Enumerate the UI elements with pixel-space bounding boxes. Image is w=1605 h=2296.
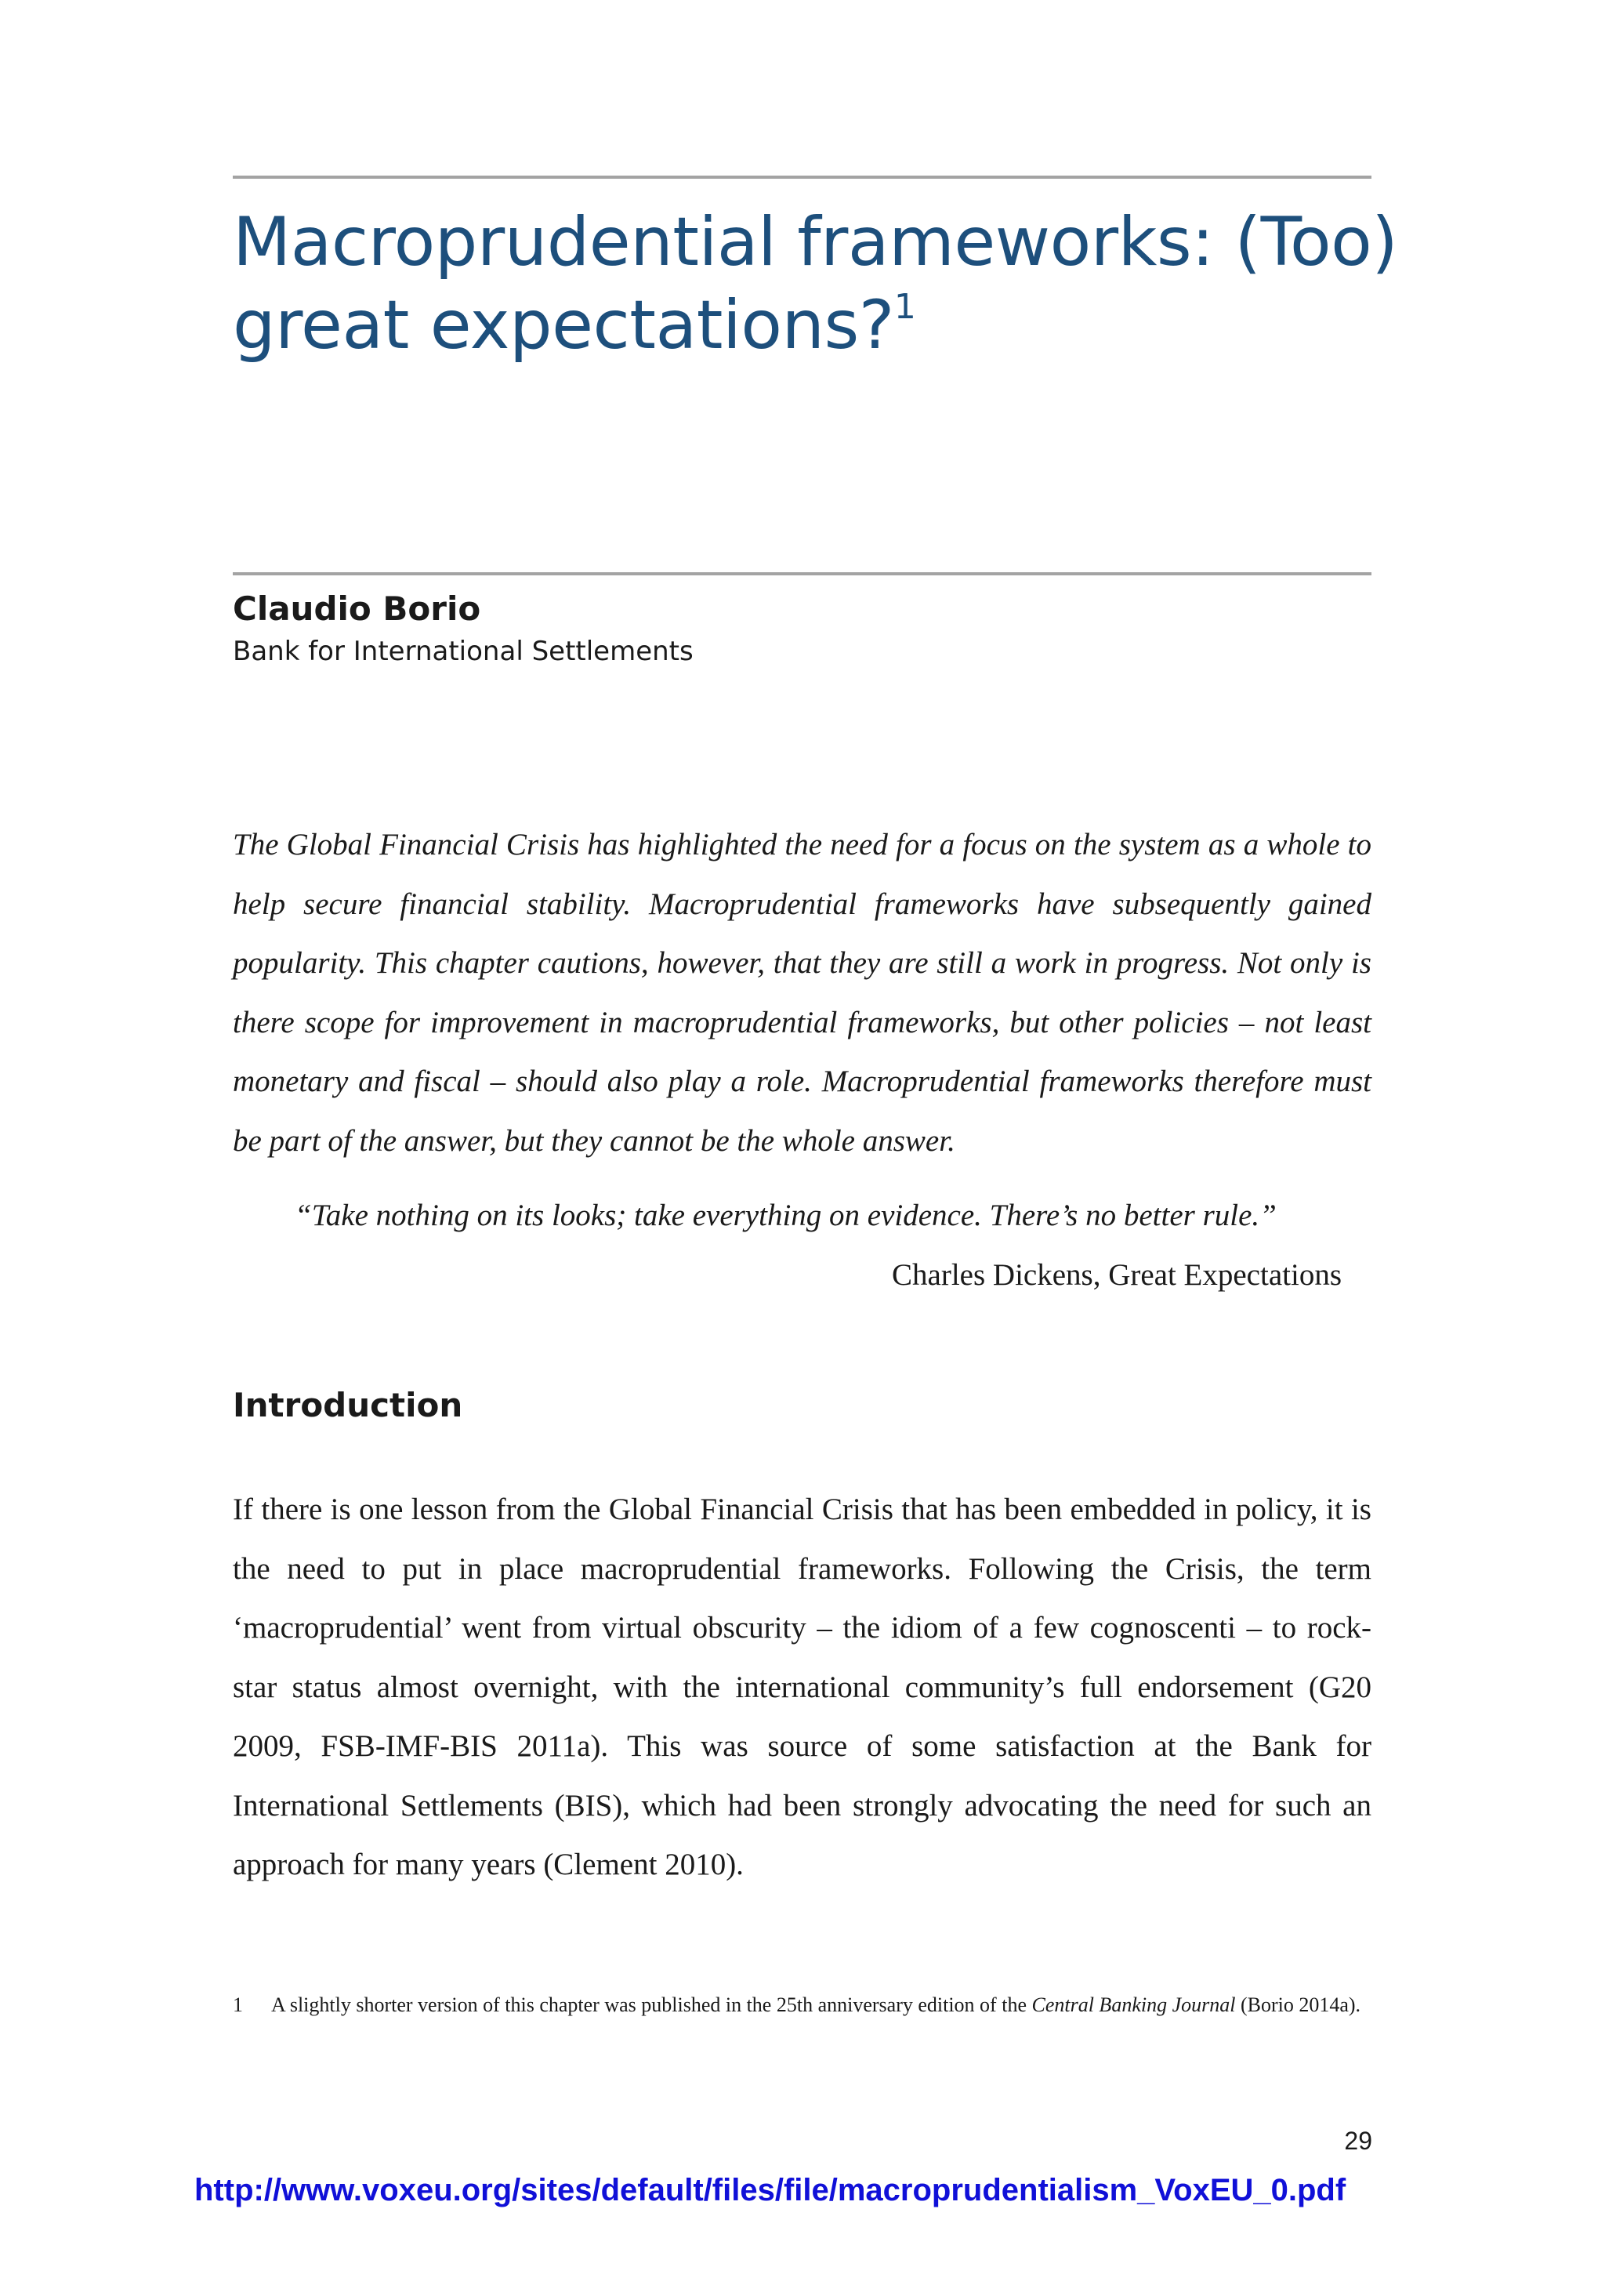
page-title — [233, 201, 1408, 367]
epigraph-source: Charles Dickens, Great Expectations — [892, 1258, 1342, 1292]
footnote-journal-title: Central Banking Journal — [1031, 1993, 1236, 2016]
author-name: Claudio Borio — [233, 589, 481, 628]
title-footnote-marker: 1 — [893, 287, 916, 328]
footnote — [233, 1988, 1371, 2022]
footnote-number: 1 — [233, 1993, 243, 2016]
source-url-link[interactable]: http://www.voxeu.org/sites/default/files/file/macroprudentialism_VoxEU_0.pdf — [194, 2173, 1346, 2207]
page-number: 29 — [1344, 2127, 1372, 2155]
author-affiliation: Bank for International Settlements — [233, 636, 694, 667]
author-divider — [233, 572, 1371, 575]
introduction-paragraph: If there is one lesson from the Global Financial Crisis that has been embedded in policy, it is the need to put in place macroprudential frameworks. Following the Crisis, the term ‘macroprudential’ went from virtual obscurity – the idiom of a few cognoscenti – to rock-star status almost overnight, with the international community’s full endorsement (G20 2009, FSB-IMF-BIS 2011a). This was source of some satisfaction at the Bank for International Settlements (BIS), which had been strongly advocating the need for such an approach for many years (Clement 2010). — [233, 1493, 1371, 1881]
title-line-1: Macroprudential frameworks: (Too) — [233, 203, 1398, 281]
section-heading-introduction: Introduction — [233, 1386, 463, 1424]
abstract: The Global Financial Crisis has highlighted the need for a focus on the system as a whole to help secure financial stability. Macroprudential frameworks have subsequently gained popularity. This chapter cautions, however, that they are still a work in progress. Not only is there scope for improvement in macroprudential frameworks, but other policies – not least monetary and fiscal – should also play a role. Macroprudential frameworks therefore must be part of the answer, but they cannot be the whole answer. — [233, 828, 1371, 1158]
top-divider — [233, 176, 1371, 179]
footnote-text-after: (Borio 2014a). — [1235, 1993, 1361, 2016]
footnote-text-before: A slightly shorter version of this chapter was published in the 25th anniversary edition of the — [271, 1993, 1032, 2016]
footnote-text — [271, 1988, 1371, 2022]
title-line-2: great expectations? — [233, 286, 894, 365]
epigraph-quote: “Take nothing on its looks; take everything on evidence. There’s no better rule.” — [295, 1199, 1277, 1232]
